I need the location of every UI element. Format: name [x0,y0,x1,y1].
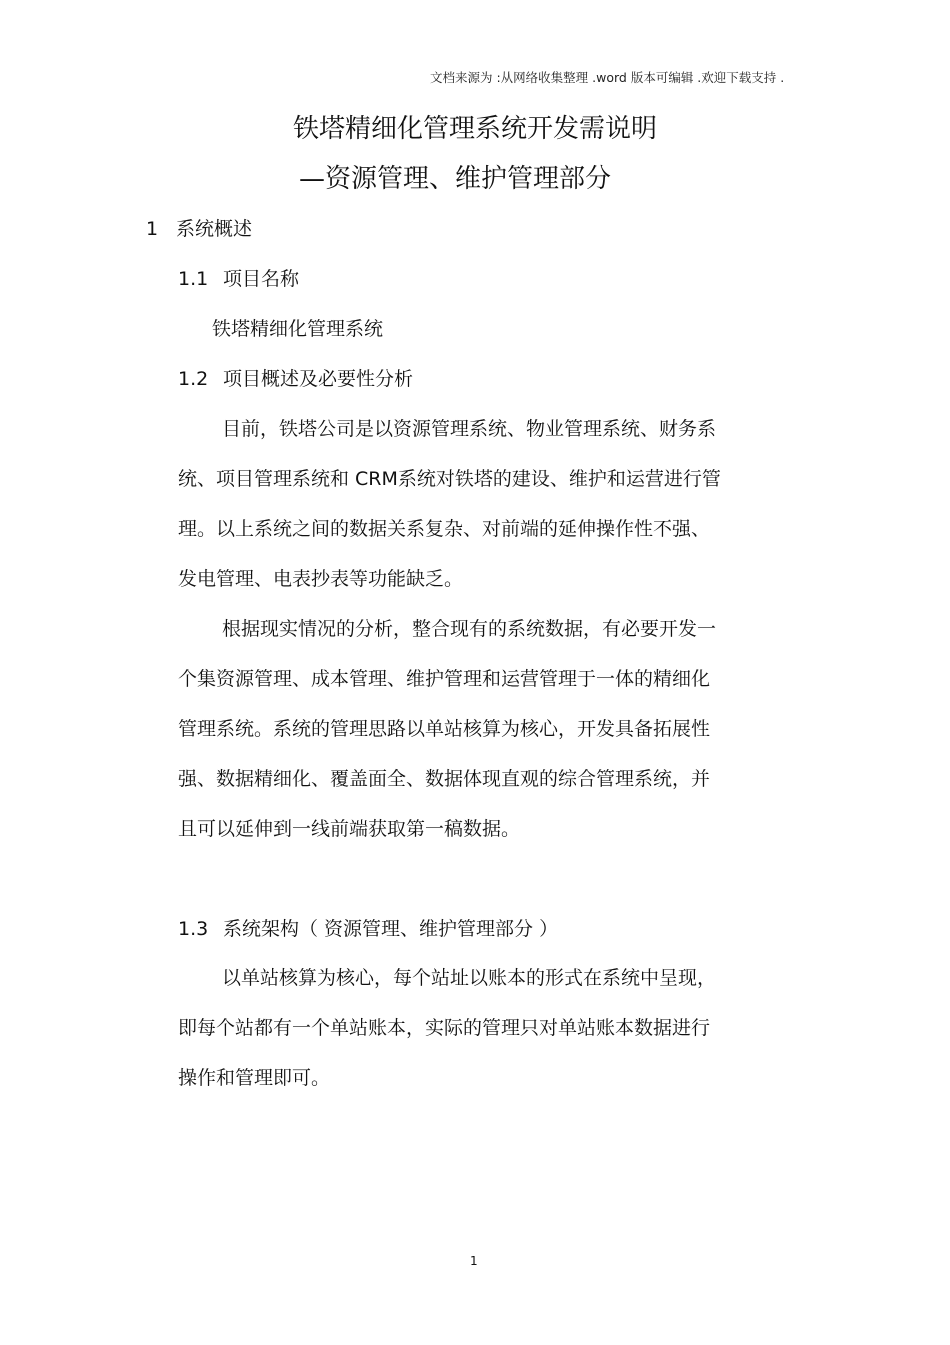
document-title: 铁塔精细化管理系统开发需说明 [292,114,657,144]
paragraph-line: 个集资源管理、成本管理、维护管理和运营管理于一体的精细化 [178,668,711,690]
section-title: 系统概述 [176,218,253,240]
document-subtitle: —资源管理、维护管理部分 [298,164,611,194]
section-number: 1.1 [178,268,209,290]
section-number: 1.2 [178,368,209,390]
paragraph-line: 管理系统。系统的管理思路以单站核算为核心，开发具备拓展性 [178,718,711,740]
paragraph-line: 操作和管理即可。 [178,1067,331,1089]
paragraph-line: 强、数据精细化、覆盖面全、数据体现直观的综合管理系统，并 [178,768,711,790]
section-number: 1 [146,218,159,240]
paragraph-line: 理。以上系统之间的数据关系复杂、对前端的延伸操作性不强、 [178,518,711,540]
paragraph-line: 以单站核算为核心，每个站址以账本的形式在系统中呈现， [222,967,717,989]
paragraph-line: 目前，铁塔公司是以资源管理系统、物业管理系统、财务系 [222,418,717,440]
paragraph-line: 即每个站都有一个单站账本，实际的管理只对单站账本数据进行 [178,1017,711,1039]
section-1-2-heading [178,364,413,391]
header-note: 文档来源为 :从网络收集整理 .word 版本可编辑 .欢迎下载支持 . [430,70,785,85]
section-title: 系统架构（ 资源管理、维护管理部分 ） [223,918,559,940]
paragraph-line: 且可以延伸到一线前端获取第一稿数据。 [178,818,521,840]
project-name: 铁塔精细化管理系统 [212,318,384,340]
page-number: 1 [470,1254,478,1268]
section-1-3-heading [178,914,558,941]
paragraph-line: 根据现实情况的分析，整合现有的系统数据，有必要开发一 [222,618,717,640]
paragraph-line: 统、项目管理系统和 CRM系统对铁塔的建设、维护和运营进行管 [178,468,721,490]
section-title: 项目概述及必要性分析 [223,368,414,390]
section-1-1-heading [178,264,299,291]
section-1-heading [146,214,252,241]
section-number: 1.3 [178,918,209,940]
paragraph-line: 发电管理、电表抄表等功能缺乏。 [178,568,464,590]
section-title: 项目名称 [223,268,300,290]
